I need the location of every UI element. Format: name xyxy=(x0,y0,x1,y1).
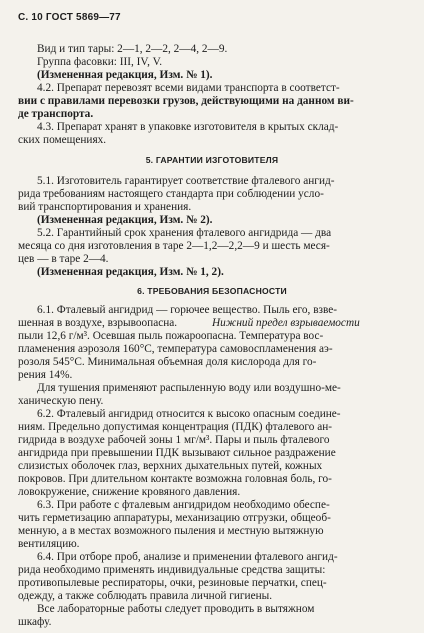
page-header: С. 10 ГОСТ 5869—77 xyxy=(18,12,121,23)
text-line: пламенения аэрозоля 160°С, температура самовоспламенения аэ- xyxy=(18,343,333,355)
text-line: ханическую пену. xyxy=(18,395,104,407)
text-line: рида требованиям настоящего стандарта при соблюдении усло- xyxy=(18,188,324,200)
text-line: менную, а в местах возможного пыления и местную вытяжную xyxy=(18,525,324,537)
text-line: Группа фасовки: III, IV, V. xyxy=(37,56,163,68)
text-line: шкафу. xyxy=(18,616,52,628)
text-line: рения 14%. xyxy=(18,369,73,381)
text-line: вентиляцию. xyxy=(18,538,80,550)
section-heading: 6. ТРЕБОВАНИЯ БЕЗОПАСНОСТИ xyxy=(137,286,287,296)
section-heading: 5. ГАРАНТИИ ИЗГОТОВИТЕЛЯ xyxy=(145,155,279,165)
text-line: вий транспортирования и хранения. xyxy=(18,201,192,213)
text-line: 6.2. Фталевый ангидрид относится к высоко опасным соедине- xyxy=(37,408,341,420)
text-line: ниям. Предельно допустимая концентрация (ПДК) фталевого ан- xyxy=(18,421,333,433)
text-line: 6.4. При отборе проб, анализе и применении фталевого ангид- xyxy=(37,551,338,563)
amendment-note: (Измененная редакция, Изм. № 2). xyxy=(37,214,213,226)
text-line: противопылевые респираторы, очки, резиновые перчатки, спец- xyxy=(18,577,327,589)
text-line: Вид и тип тары: 2—1, 2—2, 2—4, 2—9. xyxy=(37,43,228,55)
text-line: Все лабораторные работы следует проводить в вытяжном xyxy=(37,603,315,615)
text-line: шенная в воздухе, взрывоопасна. xyxy=(18,317,178,329)
amendment-note: (Измененная редакция, Изм. № 1). xyxy=(37,69,213,81)
text-line: покровов. При длительном контакте возможна головная боль, го- xyxy=(18,473,332,485)
text-line: Для тушения применяют распыленную воду или воздушно-ме- xyxy=(37,382,341,394)
text-line: 5.1. Изготовитель гарантирует соответствие фталевого ангид- xyxy=(37,175,335,187)
text-line: 5.2. Гарантийный срок хранения фталевого ангидрида — два xyxy=(37,227,332,239)
text-line: Нижний предел взрываемости xyxy=(212,317,360,329)
text-line: вии с правилами перевозки грузов, действующими на данном ви- xyxy=(18,95,354,107)
text-line: 4.3. Препарат хранят в упаковке изготовителя в крытых склад- xyxy=(37,121,339,133)
amendment-note: (Измененная редакция, Изм. № 1, 2). xyxy=(37,266,224,278)
text-line: пыли 12,6 г/м³. Осевшая пыль пожароопасна. Температура вос- xyxy=(18,330,324,342)
text-line: ловокружение, снижение кровяного давления. xyxy=(18,486,241,498)
text-line: одежду, а также соблюдать правила личной гигиены. xyxy=(18,590,273,602)
text-line: рида необходимо применять индивидуальные средства защиты: xyxy=(18,564,326,576)
text-line: месяца со дня изготовления в таре 2—1,2—2,2—9 и шесть меся- xyxy=(18,240,330,252)
text-line: цев — в таре 2—4. xyxy=(18,253,109,265)
text-line: ских помещениях. xyxy=(18,134,107,146)
text-line: чить герметизацию аппаратуры, механизацию отгрузки, общеоб- xyxy=(18,512,331,524)
text-line: гидрида в воздухе рабочей зоны 1 мг/м³. Пары и пыль фталевого xyxy=(18,434,330,446)
text-line: ангидрида при превышении ПДК вызывают сильное раздражение xyxy=(18,447,336,459)
text-line: розоля 545°С. Минимальная объемная доля кислорода для го- xyxy=(18,356,317,368)
text-line: 6.1. Фталевый ангидрид — горючее вещество. Пыль его, взве- xyxy=(37,304,338,316)
text-line: слизистых оболочек глаз, верхних дыхательных путей, кожных xyxy=(18,460,323,472)
text-line: 6.3. При работе с фталевым ангидридом необходимо обеспе- xyxy=(37,499,330,511)
text-line: 4.2. Препарат перевозят всеми видами транспорта в соответст- xyxy=(37,82,340,94)
text-line: де транспорта. xyxy=(18,108,94,120)
